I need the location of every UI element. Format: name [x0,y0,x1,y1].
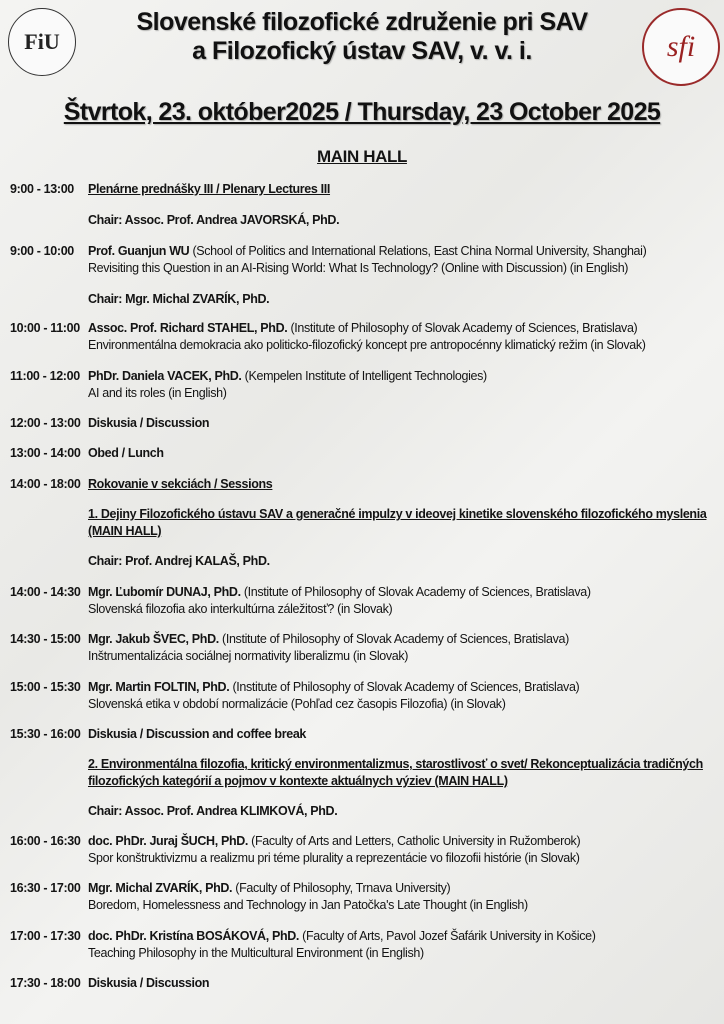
talk-title: Spor konštruktivizmu a realizmu pri téme plurality a reprezentácie vo filozofii histórie (in Slovak) [88,851,580,865]
time-slot: 14:00 - 18:00 [10,477,81,491]
speaker-name: PhDr. Daniela VACEK, PhD. [88,369,242,383]
time-slot: 9:00 - 10:00 [10,244,74,258]
time-slot: 11:00 - 12:00 [10,369,80,383]
time-slot: 17:30 - 18:00 [10,976,81,990]
speaker-affiliation: (Institute of Philosophy of Slovak Academy of Sciences, Bratislava) [240,585,591,599]
time-slot: 15:00 - 15:30 [10,680,81,694]
event-date: Štvrtok, 23. október2025 / Thursday, 23 October 2025 [63,98,661,126]
talk-title: Boredom, Homelessness and Technology in Jan Patočka's Late Thought (in English) [88,898,528,912]
time-slot: 15:30 - 16:00 [10,727,81,741]
speaker-name: Mgr. Martin FOLTIN, PhD. [88,680,230,694]
chair-label: Chair: Assoc. Prof. Andrea JAVORSKÁ, PhD. [88,213,340,227]
talk-title: Environmentálna demokracia ako politicko-filozofický koncept pre antropocénny klimatický režim (in Slovak) [88,338,646,352]
break-label: Obed / Lunch [88,446,164,460]
speaker-name: Mgr. Jakub ŠVEC, PhD. [88,632,219,646]
chair-label: Chair: Prof. Andrej KALAŠ, PhD. [88,554,270,568]
speaker-name: doc. PhDr. Juraj ŠUCH, PhD. [88,834,249,848]
time-slot: 13:00 - 14:00 [10,446,81,460]
speaker-affiliation: (Kempelen Institute of Intelligent Technologies) [241,369,487,383]
break-label: Diskusia / Discussion [88,416,210,430]
speaker-name: Prof. Guanjun WU [88,244,190,258]
speaker-name: doc. PhDr. Kristína BOSÁKOVÁ, PhD. [88,929,300,943]
speaker-name: Mgr. Michal ZVARÍK, PhD. [88,881,233,895]
speaker-name: Mgr. Ľubomír DUNAJ, PhD. [88,585,241,599]
section-title-line: 1. Dejiny Filozofického ústavu SAV a generačné impulzy v ideovej kinetike slovenského filozofického myslenia [88,507,707,521]
talk-title: Slovenská filozofia ako interkultúrna záležitosť? (in Slovak) [88,602,393,616]
talk-title: Teaching Philosophy in the Multicultural Environment (in English) [88,946,424,960]
block-title: Rokovanie v sekciách / Sessions [88,477,273,491]
chair-label: Chair: Assoc. Prof. Andrea KLIMKOVÁ, PhD. [88,804,338,818]
section-title-line: (MAIN HALL) [88,524,162,538]
time-slot: 17:00 - 17:30 [10,929,81,943]
time-slot: 16:30 - 17:00 [10,881,81,895]
speaker-affiliation: (Faculty of Philosophy, Trnava University) [232,881,451,895]
title-line-1: Slovenské filozofické združenie pri SAV [136,8,588,36]
time-slot: 9:00 - 13:00 [10,182,74,196]
talk-title: AI and its roles (in English) [88,386,227,400]
break-label: Diskusia / Discussion and coffee break [88,727,307,741]
association-logo-text: sfi [666,30,696,63]
speaker-affiliation: (School of Politics and International Relations, East China Normal University, Shanghai) [189,244,647,258]
speaker-affiliation: (Institute of Philosophy of Slovak Academy of Sciences, Bratislava) [218,632,569,646]
time-slot: 14:30 - 15:00 [10,632,81,646]
talk-title: Inštrumentalizácia sociálnej normativity liberalizmu (in Slovak) [88,649,409,663]
title-line-2: a Filozofický ústav SAV, v. v. i. [192,37,532,65]
chair-label: Chair: Mgr. Michal ZVARÍK, PhD. [88,292,270,306]
speaker-affiliation: (Institute of Philosophy of Slovak Academy of Sciences, Bratislava) [229,680,580,694]
time-slot: 10:00 - 11:00 [10,321,80,335]
speaker-affiliation: (Faculty of Arts and Letters, Catholic University in Ružomberok) [248,834,581,848]
institute-logo-text: FiU [24,29,60,54]
time-slot: 16:00 - 16:30 [10,834,81,848]
section-title-line: filozofických kategórií a pojmov v kontexte aktuálnych výziev (MAIN HALL) [88,774,508,788]
talk-title: Slovenská etika v období normalizácie (Pohľad cez časopis Filozofia) (in Slovak) [88,697,506,711]
section-title-line: 2. Environmentálna filozofia, kritický environmentalizmus, starostlivosť o svet/ Rekonceptualizácia tradičných [88,757,703,771]
time-slot: 12:00 - 13:00 [10,416,81,430]
talk-title: Revisiting this Question in an AI-Rising World: What Is Technology? (Online with Discussion) (in English) [88,261,629,275]
speaker-affiliation: (Institute of Philosophy of Slovak Academy of Sciences, Bratislava) [287,321,638,335]
time-slot: 14:00 - 14:30 [10,585,81,599]
hall-heading: MAIN HALL [317,147,407,166]
page-title [0,8,724,66]
break-label: Diskusia / Discussion [88,976,210,990]
speaker-name: Assoc. Prof. Richard STAHEL, PhD. [88,321,288,335]
speaker-affiliation: (Faculty of Arts, Pavol Jozef Šafárik University in Košice) [299,929,596,943]
block-title: Plenárne prednášky III / Plenary Lectures III [88,182,331,196]
